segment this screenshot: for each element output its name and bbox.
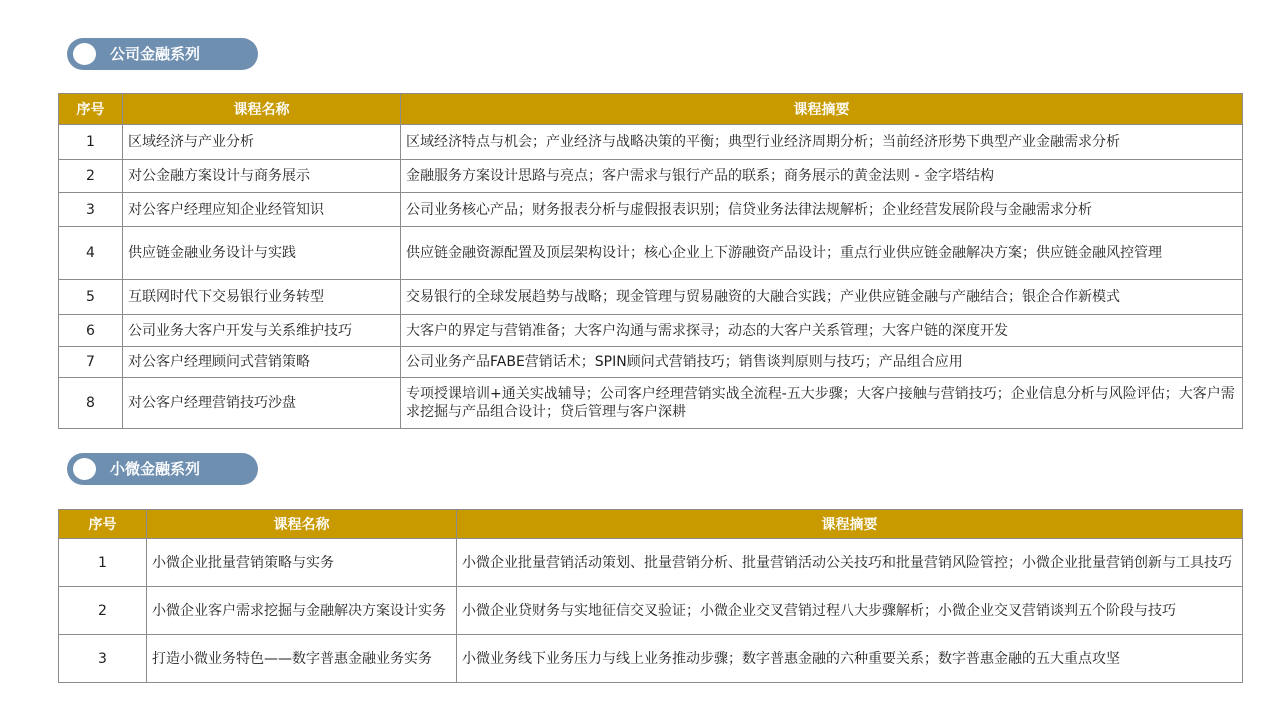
header-index: 序号 [59, 94, 123, 125]
course-name: 对公客户经理营销技巧沙盘 [123, 378, 401, 429]
course-name: 互联网时代下交易银行业务转型 [123, 280, 401, 315]
course-summary: 公司业务核心产品；财务报表分析与虚假报表识别；信贷业务法律法规解析；企业经营发展阶段与金融需求分析 [401, 193, 1243, 227]
course-summary: 小微业务线下业务压力与线上业务推动步骤；数字普惠金融的六种重要关系；数字普惠金融的五大重点攻坚 [457, 635, 1243, 683]
section-header-micro-finance [67, 453, 258, 485]
course-summary: 小微企业批量营销活动策划、批量营销分析、批量营销活动公关技巧和批量营销风险管控；小微企业批量营销创新与工具技巧 [457, 539, 1243, 587]
course-name: 公司业务大客户开发与关系维护技巧 [123, 315, 401, 347]
course-name: 对公金融方案设计与商务展示 [123, 160, 401, 193]
table-row [59, 587, 1243, 635]
row-index: 2 [59, 587, 147, 635]
row-index: 3 [59, 193, 123, 227]
header-course-summary: 课程摘要 [457, 510, 1243, 539]
course-summary: 金融服务方案设计思路与亮点；客户需求与银行产品的联系；商务展示的黄金法则 - 金字塔结构 [401, 160, 1243, 193]
table-row [59, 193, 1243, 227]
table-row [59, 227, 1243, 280]
table-row [59, 539, 1243, 587]
table-row [59, 635, 1243, 683]
table-row [59, 347, 1243, 378]
course-summary: 大客户的界定与营销准备；大客户沟通与需求探寻；动态的大客户关系管理；大客户链的深度开发 [401, 315, 1243, 347]
row-index: 3 [59, 635, 147, 683]
course-summary: 专项授课培训+通关实战辅导；公司客户经理营销实战全流程-五大步骤；大客户接触与营销技巧；企业信息分析与风险评估；大客户需求挖掘与产品组合设计；贷后管理与客户深耕 [401, 378, 1243, 429]
row-index: 8 [59, 378, 123, 429]
row-index: 1 [59, 539, 147, 587]
section-title: 小微金融系列 [110, 460, 201, 478]
course-summary: 小微企业贷财务与实地征信交叉验证；小微企业交叉营销过程八大步骤解析；小微企业交叉营销谈判五个阶段与技巧 [457, 587, 1243, 635]
row-index: 6 [59, 315, 123, 347]
row-index: 4 [59, 227, 123, 280]
course-name: 小微企业批量营销策略与实务 [147, 539, 457, 587]
micro-finance-course-table [58, 509, 1243, 683]
course-summary: 供应链金融资源配置及顶层架构设计；核心企业上下游融资产品设计；重点行业供应链金融解决方案；供应链金融风控管理 [401, 227, 1243, 280]
table-row [59, 125, 1243, 160]
row-index: 1 [59, 125, 123, 160]
course-name: 供应链金融业务设计与实践 [123, 227, 401, 280]
circle-bullet-icon [73, 43, 96, 65]
table-row [59, 160, 1243, 193]
table-row [59, 378, 1243, 429]
corporate-finance-course-table [58, 93, 1243, 429]
course-summary: 公司业务产品FABE营销话术；SPIN顾问式营销技巧；销售谈判原则与技巧；产品组合应用 [401, 347, 1243, 378]
course-name: 区域经济与产业分析 [123, 125, 401, 160]
row-index: 7 [59, 347, 123, 378]
circle-bullet-icon [73, 458, 96, 480]
row-index: 2 [59, 160, 123, 193]
table-row [59, 315, 1243, 347]
section-header-corporate-finance [67, 38, 258, 70]
header-course-name: 课程名称 [123, 94, 401, 125]
course-summary: 交易银行的全球发展趋势与战略；现金管理与贸易融资的大融合实践；产业供应链金融与产融结合；银企合作新模式 [401, 280, 1243, 315]
row-index: 5 [59, 280, 123, 315]
header-index: 序号 [59, 510, 147, 539]
header-course-name: 课程名称 [147, 510, 457, 539]
table-row [59, 280, 1243, 315]
section-title: 公司金融系列 [110, 45, 201, 63]
course-summary: 区域经济特点与机会；产业经济与战略决策的平衡；典型行业经济周期分析；当前经济形势下典型产业金融需求分析 [401, 125, 1243, 160]
course-name: 对公客户经理顾问式营销策略 [123, 347, 401, 378]
course-name: 小微企业客户需求挖掘与金融解决方案设计实务 [147, 587, 457, 635]
header-course-summary: 课程摘要 [401, 94, 1243, 125]
course-name: 对公客户经理应知企业经管知识 [123, 193, 401, 227]
course-name: 打造小微业务特色——数字普惠金融业务实务 [147, 635, 457, 683]
